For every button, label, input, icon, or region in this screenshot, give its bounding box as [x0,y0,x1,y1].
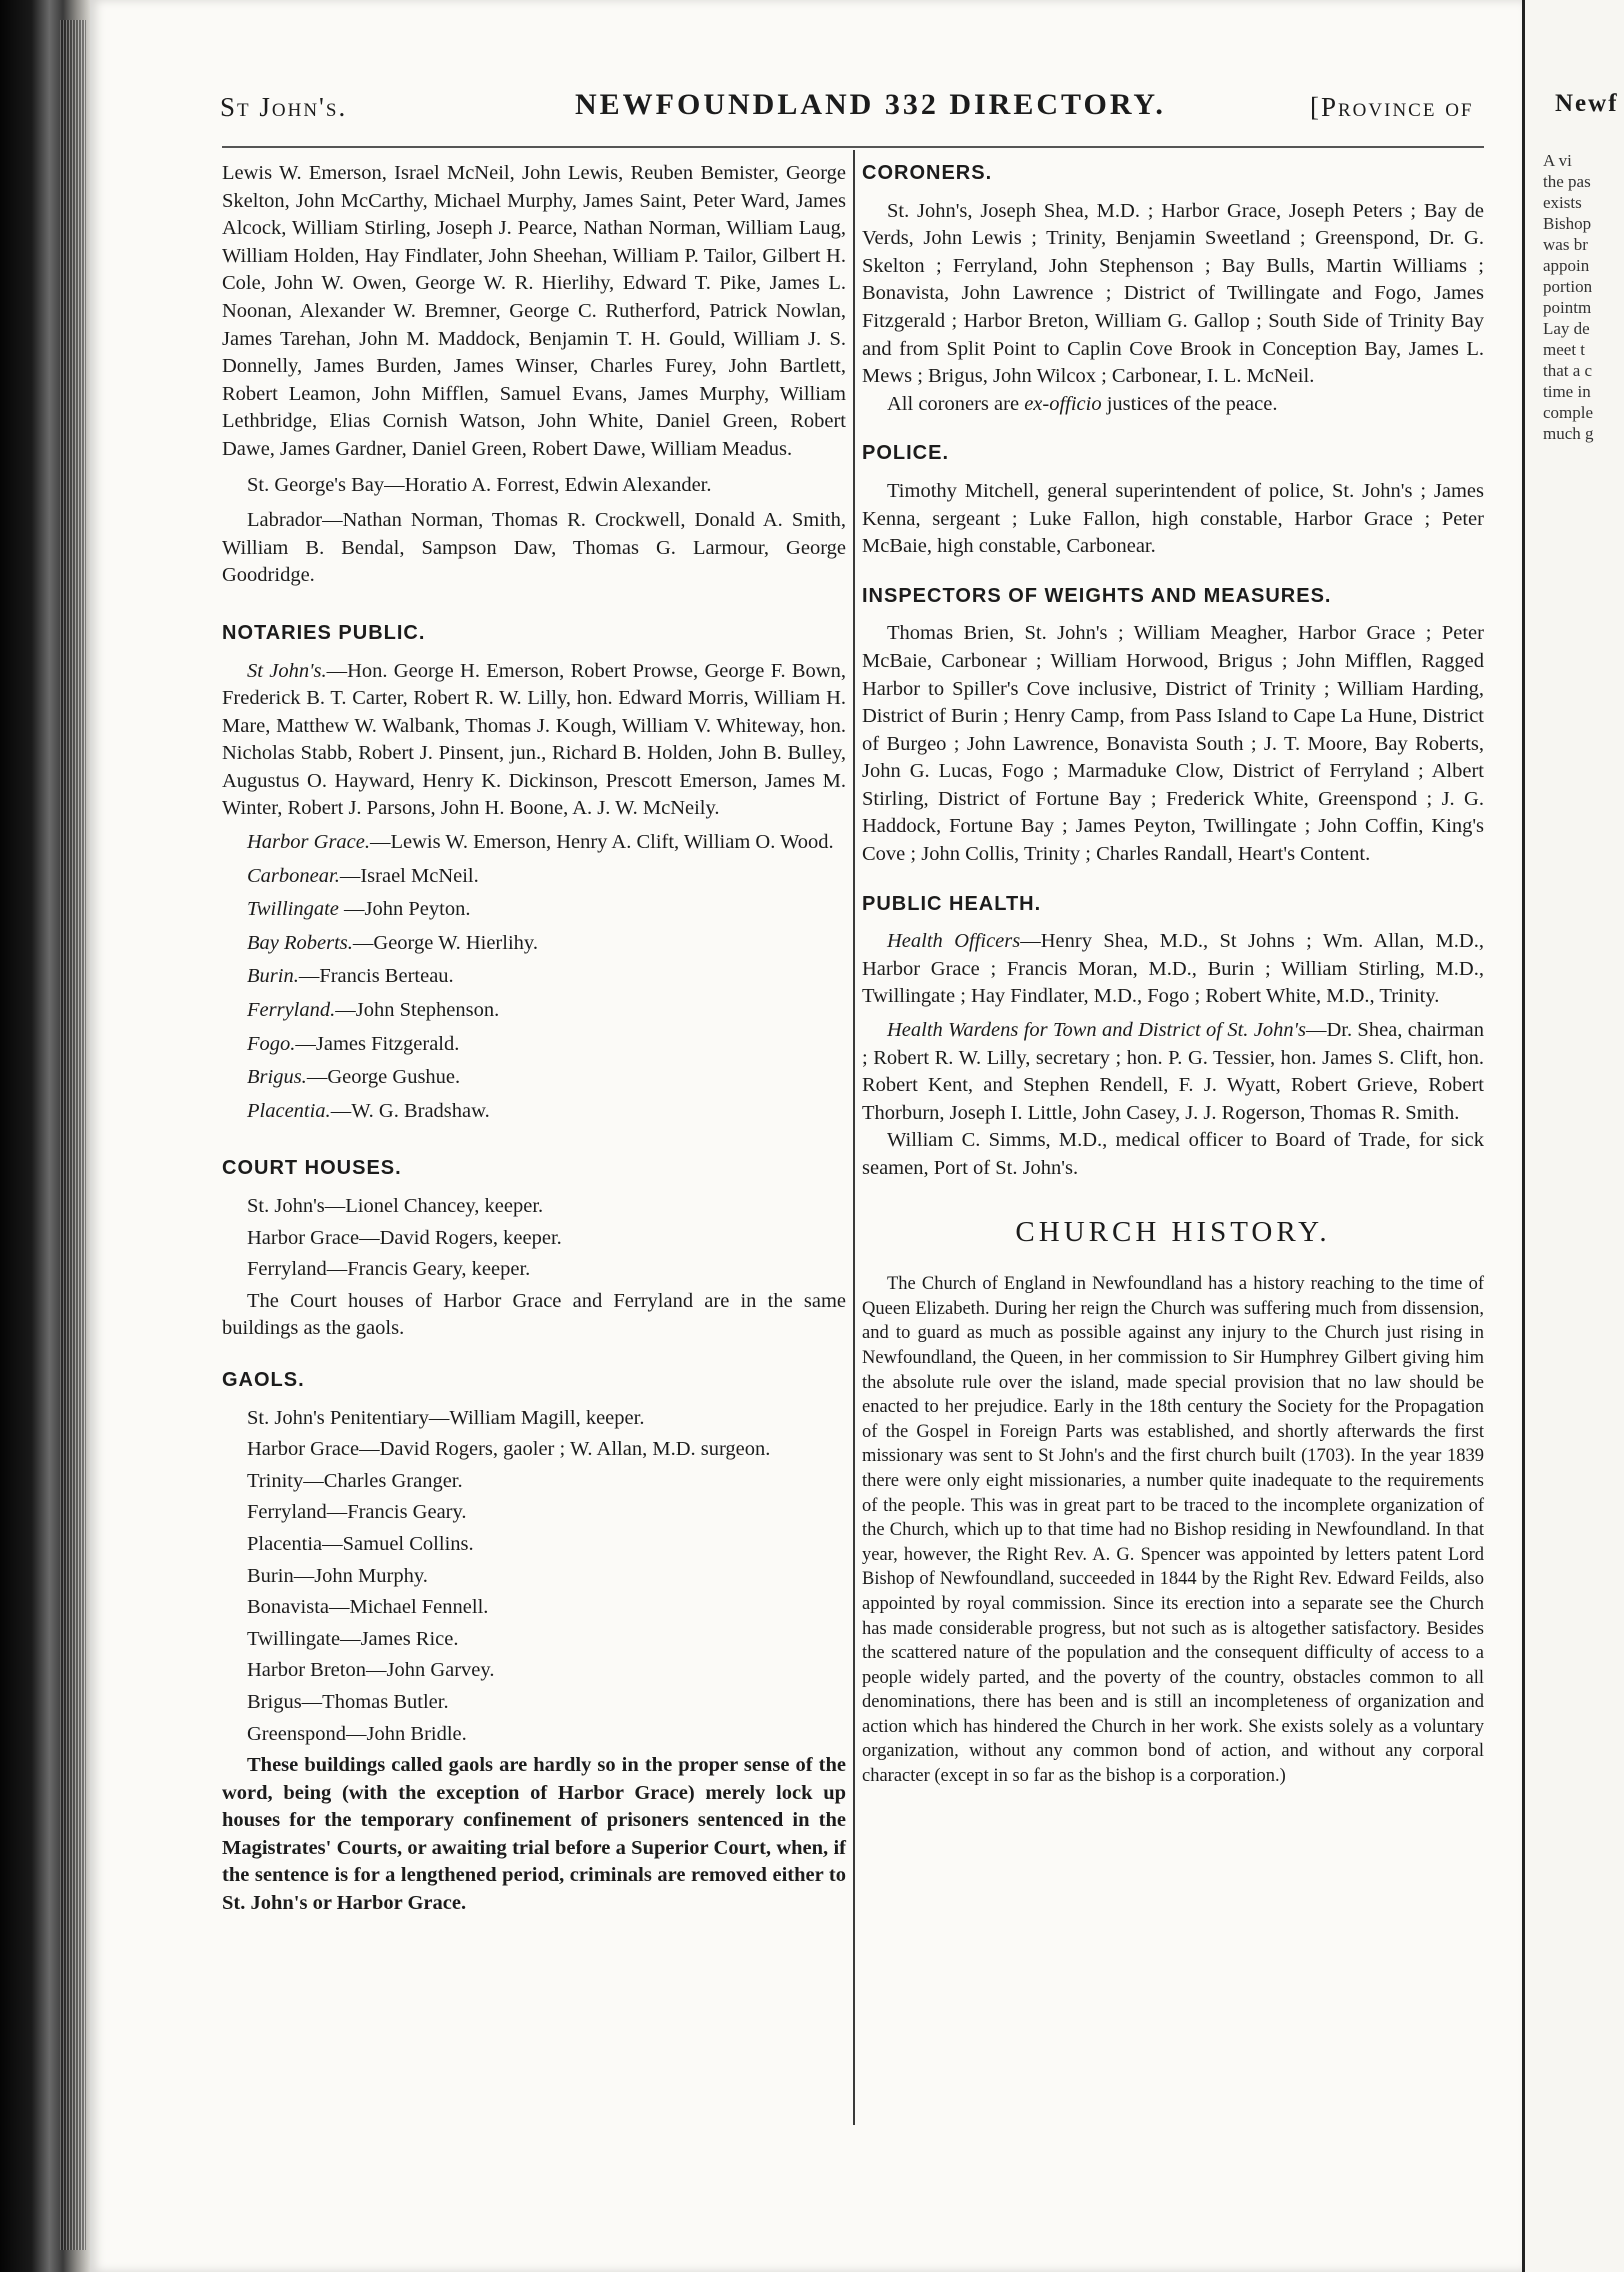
place-label: Placentia. [247,1099,331,1122]
notary-place-entry [222,863,846,891]
gaol-entry: Harbor Grace—David Rogers, gaoler ; W. Allan, M.D. surgeon. [247,1438,771,1461]
notary-place-entry [222,1064,846,1092]
gaol-entry: Ferryland—Francis Geary. [247,1501,467,1524]
adjacent-page-line: meet t [1543,340,1586,359]
notary-names: —George W. Hierlihy. [352,931,538,954]
adjacent-page-line: appoin [1543,256,1590,275]
adjacent-page-header: Newf [1555,90,1619,117]
health-officers-names: —Henry Shea, M.D., St Johns ; Wm. Allan, M.D., Harbor Grace ; Francis Moran, M.D., Burin ; William Stirling, M.D., Twillingate ; Hay Findlater, M.D., Fogo ; Robert White, M.D., Trinity. [862,930,1484,1008]
gaol-entry: Trinity—Charles Granger. [247,1469,463,1492]
health-wardens [862,1017,1484,1127]
gaol-entry: Twillingate—James Rice. [247,1627,459,1650]
st-georges-bay-entry: St. George's Bay—Horatio A. Forrest, Edwin Alexander. [247,473,712,496]
running-head [130,88,1500,128]
church-history-title: CHURCH HISTORY. [1015,1215,1331,1248]
notary-place-entry [222,896,846,924]
adjacent-page-line: time in [1543,382,1591,401]
page-edges [60,20,86,2250]
coroners-heading: CORONERS. [862,162,993,184]
gaols-note: These buildings called gaols are hardly so in the proper sense of the word, being (with the exception of Harbor Grace) merely lock up houses for the temporary confinement of prisoners sentenced in the Magistrates' Courts, or awaiting trial before a Superior Court, when, if the sentence is for a lengthened period, criminals are removed either to St. John's or Harbor Grace. [222,1754,846,1915]
notary-names: —George Gushue. [306,1066,461,1089]
notary-places-list [222,829,846,1125]
coroners-text: St. John's, Joseph Shea, M.D. ; Harbor Grace, Joseph Peters ; Bay de Verds, John Lewis ; Trinity, Benjamin Sweetland ; Greenspond, Dr. G. Skelton ; Ferryland, John Stephenson ; Bay Bulls, Martin Williams ; Bonavista, John Lawrence ; District of Twillingate and Fogo, James Fitzgerald ; Harbor Breton, William G. Gallop ; South Side of Trinity Bay and from Split Point to Caplin Cove Brook in Conception Bay, James L. Mews ; Brigus, John Wilcox ; Carbonear, I. L. McNeil. [862,199,1484,388]
place-label: Burin. [247,965,299,988]
police-heading: POLICE. [862,442,950,465]
adjacent-page-line: Bishop [1543,214,1592,233]
gaol-entry: Brigus—Thomas Butler. [247,1690,449,1713]
notary-place-entry [222,1098,846,1126]
notary-place-entry [222,1031,846,1059]
notary-names: —John Stephenson. [335,999,500,1022]
gaol-entry: St. John's Penitentiary—William Magill, keeper. [247,1406,645,1429]
adjacent-page-line: portion [1543,277,1593,296]
running-head-title: NEWFOUNDLAND 332 DIRECTORY. [575,88,1166,121]
column-divider [853,150,855,2125]
notary-names: —Israel McNeil. [339,864,479,887]
notary-place-entry [222,963,846,991]
labrador-entry: Labrador—Nathan Norman, Thomas R. Crockwell, Donald A. Smith, William B. Bendal, Sampson Daw, Thomas G. Larmour, George Goodridge. [222,509,846,587]
court-house-entry: St. John's—Lionel Chancey, keeper. [247,1195,544,1217]
coroners-note-end: justices of the peace. [1101,392,1278,415]
adjacent-page-text [1543,150,1594,444]
adjacent-page-line: much g [1543,424,1594,443]
health-wardens-label: Health Wardens for Town and District of St. John's [887,1019,1306,1042]
place-label: Twillingate [247,898,339,921]
place-label: Harbor Grace. [247,831,370,854]
place-label: Carbonear. [247,864,340,887]
gaol-entry: Bonavista—Michael Fennell. [247,1596,489,1619]
adjacent-page-line: that a c [1543,361,1593,380]
gaol-entry: Placentia—Samuel Collins. [247,1532,474,1555]
running-head-right: [Province of [1310,92,1474,122]
medical-officer: William C. Simms, M.D., medical officer to Board of Trade, for sick seamen, Port of St. John's. [862,1129,1484,1179]
health-wardens-names: —Dr. Shea, chairman ; Robert R. W. Lilly, secretary ; hon. P. G. Tessier, hon. James S. Clift, hon. Robert Kent, and Stephen Rendell, F. J. Wyatt, Robert Grieve, Robert Thorburn, Joseph I. Little, John Casey, J. J. Rogerson, Thomas R. Smith. [862,1019,1484,1124]
notaries-st-johns [222,658,846,824]
inspectors-heading: INSPECTORS OF WEIGHTS AND MEASURES. [862,584,1332,607]
gaol-entry: Greenspond—John Bridle. [247,1722,467,1745]
place-label: Bay Roberts. [247,931,353,954]
adjacent-page-line: was br [1543,235,1588,254]
adjacent-page-line: pointm [1543,298,1592,317]
court-houses-note: The Court houses of Harbor Grace and Ferryland are in the same buildings as the gaols. [222,1289,846,1340]
gaol-entry: Harbor Breton—John Garvey. [247,1659,495,1682]
inspectors-text: Thomas Brien, St. John's ; William Meagher, Harbor Grace ; Peter McBaie, Carbonear ; William Horwood, Brigus ; John Mifflen, Ragged Harbor to Spiller's Cove inclusive, District of Trinity ; William Harding, District of Burin ; Henry Camp, from Pass Island to Cape La Hune, District of Burgeo ; John Lawrence, Bonavista South ; J. T. Moore, Bay Roberts, John G. Lucas, Fogo ; Marmaduke Clow, District of Ferryland ; Albert Stirling, District of Fortune Bay ; Frederick White, Greenspond ; J. G. Haddock, Fortune Bay ; James Peyton, Twillingate ; John Coffin, King's Cove ; John Collis, Trinity ; Charles Randall, Heart's Content. [862,622,1484,866]
police-text: Timothy Mitchell, general superintendent of police, St. John's ; James Kenna, sergeant ; Luke Fallon, high constable, Harbor Grace ; Peter McBaie, high constable, Carbonear. [862,479,1484,558]
notary-names: —W. G. Bradshaw. [330,1099,490,1122]
place-label: Fogo. [247,1032,296,1055]
gaol-entry: Burin—John Murphy. [247,1564,428,1587]
notaries-heading: NOTARIES PUBLIC. [222,621,426,644]
adjacent-page-line: the pas [1543,172,1591,191]
court-house-entry: Harbor Grace—David Rogers, keeper. [247,1226,562,1249]
adjacent-page-fragment [1522,0,1624,2272]
court-houses-list [222,1193,846,1284]
notary-place-entry [222,930,846,958]
place-label: Ferryland. [247,999,336,1022]
notary-place-entry [222,829,846,857]
public-health-heading: PUBLIC HEALTH. [862,892,1042,915]
gaols-heading: GAOLS. [222,1368,305,1391]
gaols-list [222,1405,846,1749]
header-rule [222,146,1484,148]
place-label: St John's. [247,659,327,682]
health-officers [862,928,1484,1011]
notary-place-entry [222,997,846,1025]
church-history-text: The Church of England in Newfoundland has a history reaching to the time of Queen Elizabeth. During her reign the Church was suffering much from dissension, and to guard as much as possible against any injury to the Church just rising in Newfoundland, the Queen, in her commission to Sir Humphrey Gilbert giving him the absolute rule over the island, made special provision that no law should be enacted to her prejudice. Early in the 18th century the Society for the Propagation of the Gospel in Foreign Parts was established, and shortly afterwards the first missionary was sent to St John's and the first church built (1703). In the year 1839 there were only eight missionaries, a number quite inadequate to the requirements of the people. This was in great part to be traced to the incomplete organization of the Church, which up to that time had no Bishop residing in Newfoundland. In that year, however, the Right Rev. A. G. Spencer was appointed by letters patent Lord Bishop of Newfoundland, succeeded in 1844 by the Right Rev. Edward Feilds, also appointed by royal commission. Since its erection into a separate see the Church has made considerable progress, but not such as is altogether satisfactory. Besides the scattered nature of the population and the consequent difficulty of access to a people widely parted, and the poverty of the country, obstacles common to all denominations, there has been and is still an incompleteness of organization and action which has hindered the Church in her work. She exists solely as a voluntary organization, without any common bond of action, and without any corporal character (except in so far as the bishop is a corporation.) [862,1274,1484,1787]
coroners-note [862,391,1484,419]
adjacent-page-line: Lay de [1543,319,1590,338]
right-column [862,160,1484,1789]
court-houses-heading: COURT HOUSES. [222,1157,402,1180]
notary-names: —John Peyton. [338,898,471,921]
running-head-left: St John's. [220,92,348,122]
notary-names: —James Fitzgerald. [295,1032,460,1055]
notary-names: —Hon. George H. Emerson, Robert Prowse, George F. Bown, Frederick B. T. Carter, Robert R. W. Lilly, hon. Edward Morris, William H. Mare, Matthew W. Walbank, Thomas J. Kough, William V. Whiteway, hon. Nicholas Stabb, Robert J. Pinsent, jun., Richard B. Holden, John B. Bulley, Augustus O. Hayward, Henry K. Dickinson, Prescott Emerson, James M. Winter, Robert J. Parsons, John H. Boone, A. J. W. McNeily. [222,659,846,820]
place-label: Brigus. [247,1066,307,1089]
names-continuation: Lewis W. Emerson, Israel McNeil, John Lewis, Reuben Bemister, George Skelton, John McCarthy, Michael Murphy, James Saint, Peter Ward, James Alcock, William Stirling, Joseph J. Pearce, Nathan Norman, William Laug, William Holden, Hay Findlater, John Sheehan, William P. Tailor, Gilbert H. Cole, John W. Owen, George W. R. Hierlihy, Edward T. Pike, James L. Noonan, Alexander W. Bremner, George C. Rutherford, Patrick Nowlan, James Tarehan, John M. Maddock, Benjamin T. H. Gould, William J. S. Donnelly, James Burden, James Winser, Charles Furey, John Bartlett, Robert Leamon, John Mifflen, Samuel Evans, James Murphy, William Lethbridge, Elias Cornish Watson, John White, Daniel Green, Robert Dawe, James Gardner, Daniel Green, Robert Dawe, William Meadus. [222,162,846,460]
coroners-note-italic: ex-officio [1024,392,1102,415]
notary-names: —Francis Berteau. [298,965,454,988]
left-column [222,160,846,1918]
adjacent-page-line: A vi [1543,151,1572,170]
adjacent-page-line: exists [1543,193,1582,212]
court-house-entry: Ferryland—Francis Geary, keeper. [247,1258,531,1281]
notary-names: —Lewis W. Emerson, Henry A. Clift, William O. Wood. [370,831,834,854]
adjacent-page-line: comple [1543,403,1594,422]
book-spine [0,0,90,2272]
coroners-note-start: All coroners are [887,392,1025,415]
health-officers-label: Health Officers [887,930,1021,953]
